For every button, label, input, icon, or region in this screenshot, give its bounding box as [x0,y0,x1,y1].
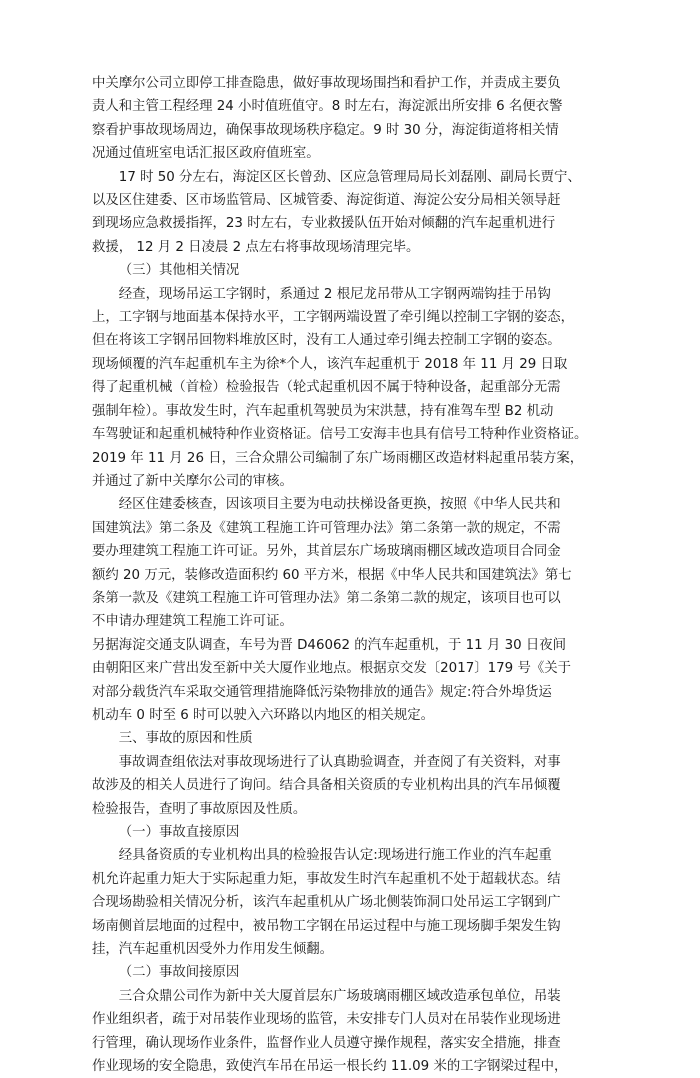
text-line: （二）事故间接原因 [118,965,240,981]
document-body [92,72,608,1078]
body-paragraph [92,634,608,728]
text-line: 要办理建筑工程施工许可证。另外，其首层东广场玻璃雨棚区域改造项目合同金 [92,544,561,560]
text-line: 不申请办理建筑工程施工许可证。 [92,614,293,630]
text-line: 经查，现场吊运工字钢时，系通过 2 根尼龙吊带从工字钢两端钩挂于吊钩 [118,286,551,302]
text-line: 国建筑法》第二条及《建筑工程施工许可管理办法》第二条第一款的规定，不需 [92,520,561,536]
section-heading [92,259,608,282]
text-line: 故涉及的相关人员进行了询问。结合具备相关资质的专业机构出具的汽车吊倾覆 [92,778,561,794]
section-heading [92,821,608,844]
text-line: 以及区住建委、区市场监管局、区城管委、海淀街道、海淀公安分局相关领导赶 [92,193,561,209]
text-line: 额约 20 万元，装修改造面积约 60 平方米，根据《中华人民共和国建筑法》第七 [92,567,572,583]
text-line: 经区住建委核查，因该项目主要为电动扶梯设备更换，按照《中华人民共和 [118,497,561,513]
text-line: 现场倾覆的汽车起重机车主为徐*个人，该汽车起重机于 2018 年 11 月 29 日取 [92,356,568,372]
text-line: 中关摩尔公司立即停工排查隐患，做好事故现场围挡和看护工作，并责成主要负 [92,76,561,91]
text-line: 作业现场的安全隐患，致使汽车吊在吊运一根长约 11.09 米的工字钢梁过程中， [92,1059,568,1075]
text-line: 上，工字钢与地面基本保持水平，工字钢两端设置了牵引绳以控制工字钢的姿态， [92,310,575,326]
body-paragraph [92,493,608,633]
text-line: 事故调查组依法对事故现场进行了认真勘验调查，并查阅了有关资料，对事 [118,754,561,770]
text-line: 2019 年 11 月 26 日，三合众鼎公司编制了东广场雨棚区改造材料起重吊装方案， [92,450,584,466]
text-line: （一）事故直接原因 [118,825,240,840]
text-line: 车驾驶证和起重机械特种作业资格证。信号工安海丰也具有信号工特种作业资格证。 [92,427,588,443]
text-line: 挂，汽车起重机因受外力作用发生倾翻。 [92,942,334,958]
body-paragraph [92,844,608,961]
text-line: 行管理，确认现场作业条件，监督作业人员遵守操作规程，落实安全措施，排查 [92,1035,561,1051]
body-paragraph [92,283,608,494]
section-heading [92,727,608,750]
text-line: 三、事故的原因和性质 [118,731,253,747]
text-line: 条第一款及《建筑工程施工许可管理办法》第二条第二款的规定，该项目也可以 [92,590,561,606]
body-paragraph [92,72,608,166]
text-line: 救援， 12 月 2 日凌晨 2 点左右将事故现场清理完毕。 [92,239,420,255]
body-paragraph [92,985,608,1078]
text-line: 责人和主管工程经理 24 小时值班值守。8 时左右，海淀派出所安排 6 名便衣警 [92,99,563,115]
text-line: 但在将该工字钢吊回物料堆放区时，没有工人通过牵引绳去控制工字钢的姿态。 [92,333,561,349]
text-line: 17 时 50 分左右，海淀区区长曾劲、区应急管理局局长刘磊刚、副局长贾宁、 [118,169,581,185]
text-line: 另据海淀交通支队调查，车号为晋 D46062 的汽车起重机，于 11 月 30 日夜间 [92,637,567,653]
text-line: 机允许起重力矩大于实际起重力矩，事故发生时汽车起重机不处于超载状态。结 [92,871,561,887]
text-line: （三）其他相关情况 [118,263,240,279]
text-line: 察看护事故现场周边，确保事故现场秩序稳定。9 时 30 分，海淀街道将相关情 [92,122,559,138]
text-line: 经具备资质的专业机构出具的检验报告认定:现场进行施工作业的汽车起重 [118,848,552,864]
text-line: 况通过值班室电话汇报区政府值班室。 [92,146,320,162]
section-heading [92,961,608,984]
text-line: 由朝阳区来广营出发至新中关大厦作业地点。根据京交发〔2017〕179 号《关于 [92,661,572,677]
text-line: 作业组织者，疏于对吊装作业现场的监管，未安排专门人员对在吊装作业现场进 [92,1012,561,1028]
text-line: 对部分载货汽车采取交通管理措施降低污染物排放的通告》规定:符合外埠货运 [92,684,552,700]
text-line: 并通过了新中关摩尔公司的审核。 [92,473,293,489]
text-line: 合现场勘验相关情况分析，该汽车起重机从广场北侧装饰洞口处吊运工字钢到广 [92,895,561,911]
text-line: 检验报告，查明了事故原因及性质。 [92,801,307,817]
text-line: 到现场应急救援指挥，23 时左右，专业救援队伍开始对倾翻的汽车起重机进行 [92,216,556,232]
body-paragraph [92,166,608,260]
text-line: 三合众鼎公司作为新中关大厦首层东广场玻璃雨棚区域改造承包单位，吊装 [118,988,561,1004]
text-line: 得了起重机械（首检）检验报告（轮式起重机因不属于特种设备，起重部分无需 [92,380,561,396]
text-line: 场南侧首层地面的过程中，被吊物工字钢在吊运过程中与施工现场脚手架发生钩 [92,918,561,934]
text-line: 机动车 0 时至 6 时可以驶入六环路以内地区的相关规定。 [92,707,435,723]
text-line: 强制年检）。事故发生时，汽车起重机驾驶员为宋洪慧，持有准驾车型 B2 机动 [92,403,554,419]
body-paragraph [92,751,608,821]
